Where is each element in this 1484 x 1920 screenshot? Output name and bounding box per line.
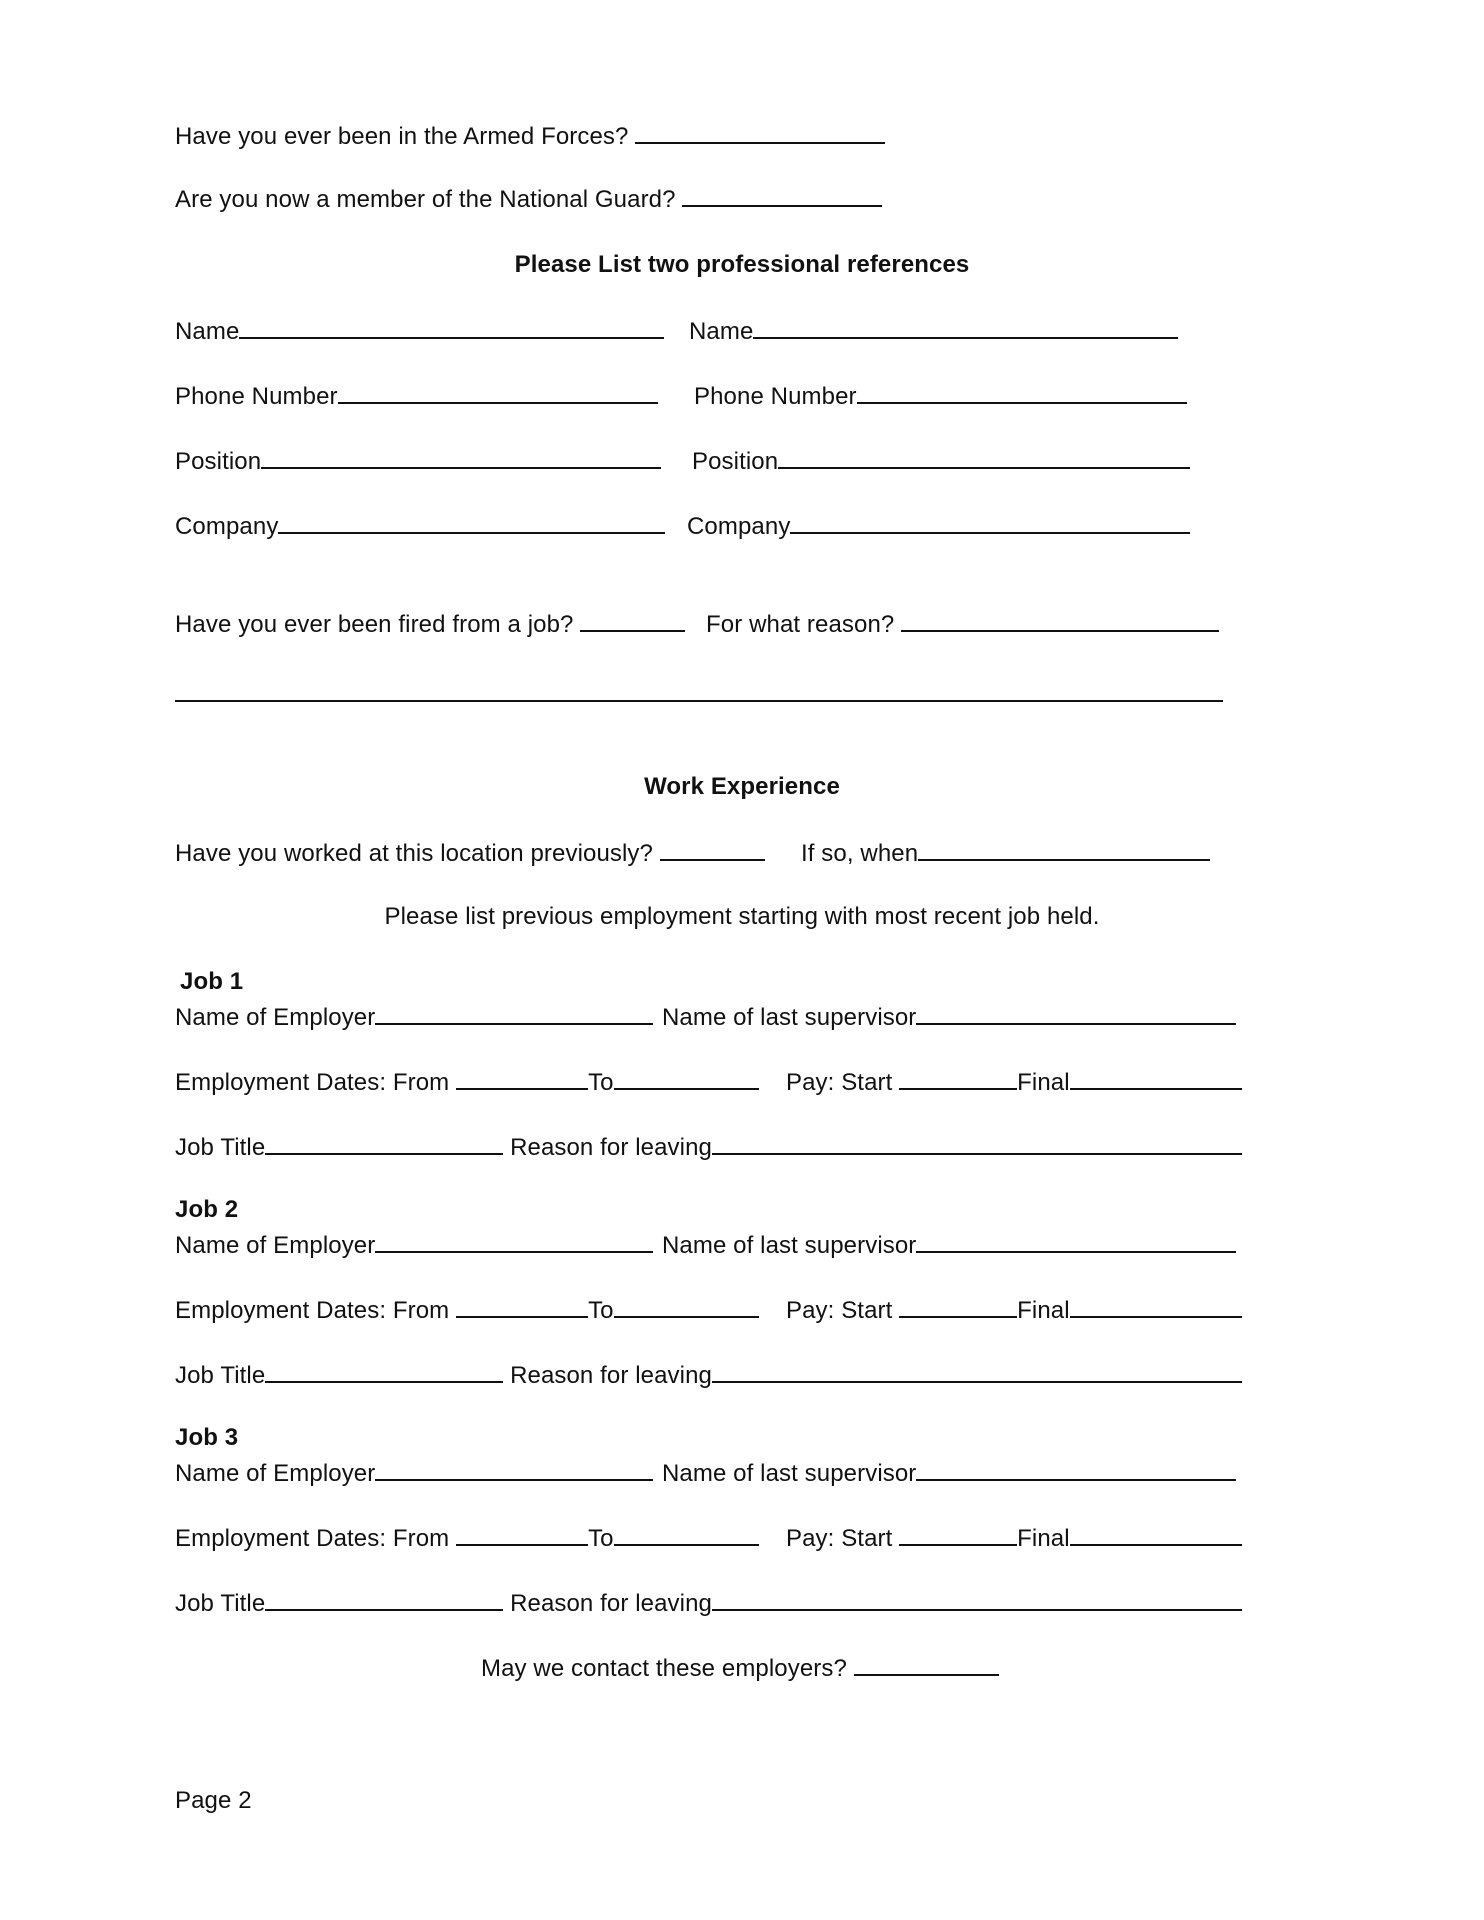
job-2-employer-field[interactable] bbox=[375, 1229, 653, 1253]
job-1-supervisor: Name of last supervisor bbox=[662, 1001, 1236, 1033]
national-guard-question: Are you now a member of the National Guard? bbox=[175, 183, 882, 215]
job-1-employer-field[interactable] bbox=[375, 1001, 653, 1025]
job-2-pay: Pay: Start Final bbox=[786, 1294, 1242, 1326]
contact-employers-answer[interactable] bbox=[854, 1652, 999, 1676]
job-2-pay-final-field[interactable] bbox=[1070, 1294, 1242, 1318]
page-number: Page 2 bbox=[175, 1787, 252, 1814]
job-3-pay-start-field[interactable] bbox=[899, 1522, 1017, 1546]
employment-instruction: Please list previous employment starting with most recent job held. bbox=[384, 903, 1100, 930]
job-3-dates: Employment Dates: From To bbox=[175, 1522, 759, 1554]
ref2-phone: Phone Number bbox=[694, 380, 1187, 412]
job-3-reason-field[interactable] bbox=[712, 1587, 1242, 1611]
job-3-to-field[interactable] bbox=[614, 1522, 759, 1546]
worked-previously-answer[interactable] bbox=[660, 837, 765, 861]
job-3-from-field[interactable] bbox=[456, 1522, 588, 1546]
ref1-phone-field[interactable] bbox=[338, 380, 658, 404]
fired-reason: For what reason? bbox=[706, 608, 1219, 640]
job-1-heading: Job 1 bbox=[180, 968, 244, 995]
fired-reason-continuation[interactable] bbox=[175, 700, 1223, 702]
ref2-company: Company bbox=[687, 510, 1190, 542]
job-1-pay-start-field[interactable] bbox=[899, 1066, 1017, 1090]
ref2-position: Position bbox=[692, 445, 1190, 477]
job-1-title-field[interactable] bbox=[265, 1131, 503, 1155]
job-1-pay-final-field[interactable] bbox=[1070, 1066, 1242, 1090]
job-1-from-field[interactable] bbox=[456, 1066, 588, 1090]
ref2-position-field[interactable] bbox=[778, 445, 1190, 469]
ref1-name-field[interactable] bbox=[239, 315, 664, 339]
job-2-pay-start-field[interactable] bbox=[899, 1294, 1017, 1318]
job-3-pay: Pay: Start Final bbox=[786, 1522, 1242, 1554]
job-1-supervisor-field[interactable] bbox=[916, 1001, 1236, 1025]
worked-previously-question: Have you worked at this location previously? bbox=[175, 837, 765, 869]
ref2-name: Name bbox=[689, 315, 1178, 347]
job-2-supervisor-field[interactable] bbox=[916, 1229, 1236, 1253]
job-3-supervisor: Name of last supervisor bbox=[662, 1457, 1236, 1489]
ref2-name-field[interactable] bbox=[753, 315, 1178, 339]
job-3-heading: Job 3 bbox=[175, 1424, 239, 1451]
national-guard-answer[interactable] bbox=[682, 183, 882, 207]
fired-answer[interactable] bbox=[580, 608, 685, 632]
job-1-reason-field[interactable] bbox=[712, 1131, 1242, 1155]
job-2-title: Job Title Reason for leaving bbox=[175, 1359, 1242, 1391]
job-2-employer: Name of Employer bbox=[175, 1229, 653, 1261]
ref1-name: Name bbox=[175, 315, 664, 347]
job-2-supervisor: Name of last supervisor bbox=[662, 1229, 1236, 1261]
worked-when: If so, when bbox=[801, 837, 1210, 869]
work-experience-heading: Work Experience bbox=[644, 773, 840, 800]
contact-employers-question: May we contact these employers? bbox=[481, 1652, 999, 1684]
armed-forces-answer[interactable] bbox=[635, 120, 885, 144]
ref1-position-field[interactable] bbox=[261, 445, 661, 469]
job-1-to-field[interactable] bbox=[614, 1066, 759, 1090]
job-1-dates: Employment Dates: From To bbox=[175, 1066, 759, 1098]
job-1-employer: Name of Employer bbox=[175, 1001, 653, 1033]
armed-forces-question: Have you ever been in the Armed Forces? bbox=[175, 120, 885, 152]
worked-when-field[interactable] bbox=[918, 837, 1210, 861]
job-2-to-field[interactable] bbox=[614, 1294, 759, 1318]
job-2-dates: Employment Dates: From To bbox=[175, 1294, 759, 1326]
job-2-title-field[interactable] bbox=[265, 1359, 503, 1383]
references-heading: Please List two professional references bbox=[514, 251, 970, 278]
job-3-title: Job Title Reason for leaving bbox=[175, 1587, 1242, 1619]
ref1-company: Company bbox=[175, 510, 665, 542]
job-3-employer: Name of Employer bbox=[175, 1457, 653, 1489]
job-3-supervisor-field[interactable] bbox=[916, 1457, 1236, 1481]
ref1-position: Position bbox=[175, 445, 661, 477]
ref1-phone: Phone Number bbox=[175, 380, 658, 412]
ref2-company-field[interactable] bbox=[790, 510, 1190, 534]
ref2-phone-field[interactable] bbox=[857, 380, 1187, 404]
ref1-company-field[interactable] bbox=[278, 510, 665, 534]
fired-reason-field[interactable] bbox=[901, 608, 1219, 632]
job-3-title-field[interactable] bbox=[265, 1587, 503, 1611]
job-2-heading: Job 2 bbox=[175, 1196, 239, 1223]
job-3-employer-field[interactable] bbox=[375, 1457, 653, 1481]
job-1-title: Job Title Reason for leaving bbox=[175, 1131, 1242, 1163]
job-3-pay-final-field[interactable] bbox=[1070, 1522, 1242, 1546]
job-2-from-field[interactable] bbox=[456, 1294, 588, 1318]
fired-question: Have you ever been fired from a job? bbox=[175, 608, 685, 640]
job-2-reason-field[interactable] bbox=[712, 1359, 1242, 1383]
job-1-pay: Pay: Start Final bbox=[786, 1066, 1242, 1098]
